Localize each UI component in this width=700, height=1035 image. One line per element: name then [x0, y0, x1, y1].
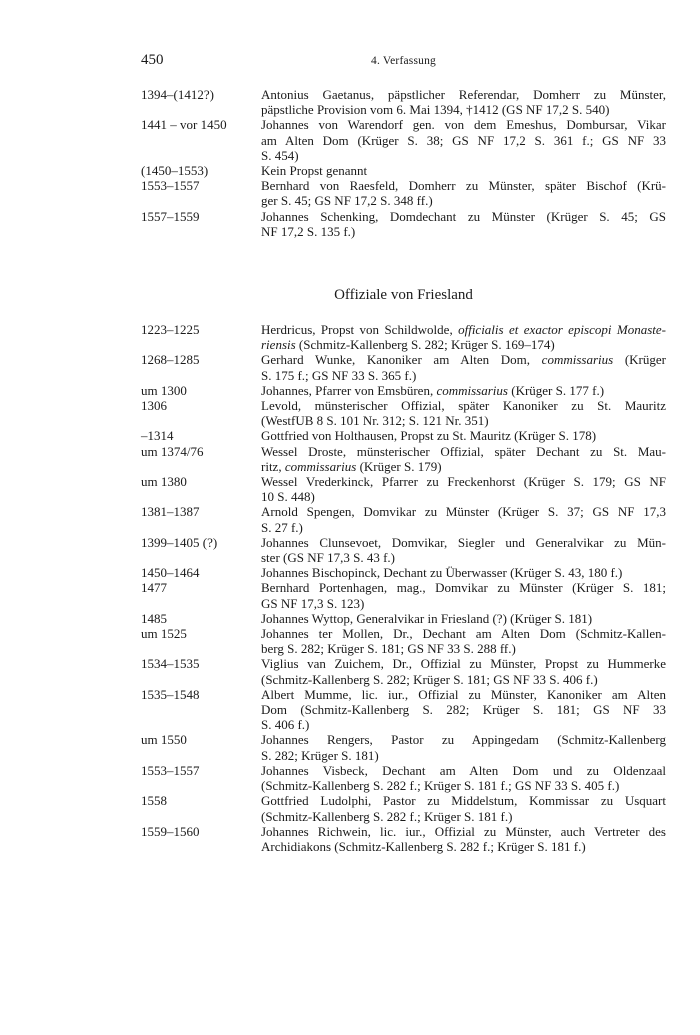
entry-line: NF 17,2 S. 135 f.): [261, 223, 356, 239]
entry-line: Albert Mumme, lic. iur., Offizial zu Münster, Kanoniker am Alten: [261, 686, 666, 702]
entry-text: [261, 87, 666, 117]
entry-line: Bernhard Portenhagen, mag., Domvikar zu Münster (Krüger S. 181;: [261, 580, 666, 596]
entry-line: Viglius van Zuichem, Dr., Offizial zu Münster, Propst zu Hummerke: [261, 656, 666, 672]
entry-date: 1268–1285: [141, 352, 200, 368]
entry-line: Arnold Spengen, Domvikar zu Münster (Krüger S. 37; GS NF 17,3: [261, 504, 666, 520]
entry-line: Levold, münsterischer Offizial, später Kanoniker zu St. Mauritz: [261, 398, 666, 414]
entry-text: [261, 428, 666, 443]
list-entry: [141, 117, 666, 163]
list-entry: [141, 656, 666, 686]
list-entry: [141, 793, 666, 823]
entry-line: Johannes Richwein, lic. iur., Offizial zu Münster, auch Vertreter des: [261, 823, 666, 839]
entry-line: Johannes ter Mollen, Dr., Dechant am Alten Dom (Schmitz-Kallen-: [261, 626, 666, 642]
entry-line: ster (GS NF 17,3 S. 43 f.): [261, 550, 395, 566]
entry-line: (WestfUB 8 S. 101 Nr. 312; S. 121 Nr. 351): [261, 413, 489, 429]
entry-line: S. 406 f.): [261, 717, 310, 733]
list-entry: [141, 163, 666, 178]
italic-term: riensis: [261, 337, 296, 353]
italic-term: commissarius: [436, 382, 508, 398]
entry-line: ger S. 45; GS NF 17,2 S. 348 ff.): [261, 193, 433, 209]
entry-text: [261, 824, 666, 854]
entry-date: 1399–1405 (?): [141, 534, 218, 550]
entry-date: 1557–1559: [141, 208, 200, 224]
entry-line: riensis (Schmitz-Kallenberg S. 282; Krüger S. 169–174): [261, 337, 555, 353]
entry-line: Johannes Bischopinck, Dechant zu Überwasser (Krüger S. 43, 180 f.): [261, 565, 623, 581]
entry-text: [261, 322, 666, 352]
entry-line: 10 S. 448): [261, 489, 315, 505]
entry-text: [261, 565, 666, 580]
entry-date: 1559–1560: [141, 823, 200, 839]
entry-date: 1381–1387: [141, 504, 200, 520]
italic-term: officialis et exactor episcopi Monaste-: [458, 322, 666, 337]
entry-text: [261, 793, 666, 823]
entry-date: um 1525: [141, 626, 187, 642]
list-entry: [141, 474, 666, 504]
entry-line: Gottfried Ludolphi, Pastor zu Middelstum, Kommissar zu Usquart: [261, 793, 666, 809]
running-head: 4. Verfassung: [371, 55, 436, 67]
entry-date: 1485: [141, 610, 167, 626]
entry-line: S. 282; Krüger S. 181): [261, 747, 379, 763]
entry-date: 1558: [141, 793, 167, 809]
list-entry: [141, 824, 666, 854]
entry-line: S. 454): [261, 147, 299, 163]
entry-text: [261, 209, 666, 239]
entry-line: S. 27 f.): [261, 519, 303, 535]
entry-date: um 1300: [141, 382, 187, 398]
entry-line: Antonius Gaetanus, päpstlicher Referendar, Domherr zu Münster,: [261, 87, 666, 102]
entry-line: päpstliche Provision vom 6. Mai 1394, †1412 (GS NF 17,2 S. 540): [261, 102, 610, 118]
entry-line: (Schmitz-Kallenberg S. 282 f.; Krüger S. 181 f.; GS NF 33 S. 405 f.): [261, 778, 620, 794]
entry-date: 1535–1548: [141, 686, 200, 702]
entry-date: 1306: [141, 398, 167, 414]
list-entry: [141, 322, 666, 352]
page-header: [141, 52, 666, 72]
list-entry: [141, 763, 666, 793]
entry-line: Johannes Schenking, Domdechant zu Münster (Krüger S. 45; GS: [261, 208, 666, 224]
entry-date: um 1550: [141, 732, 187, 748]
list-entry: [141, 87, 666, 117]
page-number: 450: [141, 52, 164, 68]
entry-date: 1534–1535: [141, 656, 200, 672]
entry-line: Archidiakons (Schmitz-Kallenberg S. 282 f.; Krüger S. 181 f.): [261, 838, 586, 854]
italic-term: commissarius: [541, 352, 614, 368]
entry-line: Bernhard von Raesfeld, Domherr zu Münster, später Bischof (Krü-: [261, 178, 666, 194]
entry-line: Wessel Droste, münsterischer Offizial, später Dechant zu St. Mau-: [261, 443, 666, 459]
list-entry: [141, 383, 666, 398]
entry-text: [261, 611, 666, 626]
entry-line: Wessel Vrederkinck, Pfarrer zu Freckenhorst (Krüger S. 179; GS NF: [261, 474, 666, 490]
entry-date: um 1380: [141, 474, 187, 490]
entry-text: [261, 444, 666, 474]
entry-text: [261, 687, 666, 733]
list-entry: [141, 398, 666, 428]
entry-date: 1223–1225: [141, 322, 200, 337]
entry-text: [261, 398, 666, 428]
italic-term: commissarius: [284, 458, 357, 474]
entry-text: [261, 732, 666, 762]
section-title: Offiziale von Friesland: [334, 287, 473, 303]
entry-text: [261, 352, 666, 382]
list-entry: [141, 504, 666, 534]
list-entry: [141, 178, 666, 208]
entry-line: Dom (Schmitz-Kallenberg S. 282; Krüger S. 181; GS NF 33: [261, 702, 666, 718]
entry-line: am Alten Dom (Krüger S. 38; GS NF 17,2 S. 361 f.; GS NF 33: [261, 132, 666, 148]
list-entry: [141, 352, 666, 382]
propst-list: [141, 87, 666, 239]
entry-line: Johannes Rengers, Pastor zu Appingedam (Schmitz-Kallenberg: [261, 732, 666, 748]
entry-line: S. 175 f.; GS NF 33 S. 365 f.): [261, 367, 417, 383]
entry-text: [261, 656, 666, 686]
entry-line: Johannes Wyttop, Generalvikar in Friesland (?) (Krüger S. 181): [261, 610, 593, 626]
entry-text: [261, 178, 666, 208]
entry-date: 1477: [141, 580, 167, 596]
entry-text: [261, 504, 666, 534]
list-entry: [141, 535, 666, 565]
entry-line: Johannes Clunsevoet, Domvikar, Siegler und Generalvikar zu Mün-: [261, 534, 666, 550]
list-entry: [141, 626, 666, 656]
entry-text: [261, 474, 666, 504]
entry-date: um 1374/76: [141, 443, 204, 459]
entry-text: [261, 163, 666, 178]
list-entry: [141, 611, 666, 626]
entry-date: 1450–1464: [141, 565, 200, 581]
entry-text: [261, 117, 666, 163]
entry-line: (Schmitz-Kallenberg S. 282; Krüger S. 181; GS NF 33 S. 406 f.): [261, 671, 598, 687]
entry-line: ritz, commissarius (Krüger S. 179): [261, 458, 442, 474]
entry-line: Gerhard Wunke, Kanoniker am Alten Dom, commissarius (Krüger: [261, 352, 666, 368]
entry-line: Johannes, Pfarrer von Emsbüren, commissarius (Krüger S. 177 f.): [261, 382, 605, 398]
list-entry: [141, 580, 666, 610]
entry-text: [261, 763, 666, 793]
entry-line: berg S. 282; Krüger S. 181; GS NF 33 S. 288 ff.): [261, 641, 516, 657]
entry-line: Johannes von Warendorf gen. von dem Emeshus, Dombursar, Vikar: [261, 117, 666, 133]
entry-date: 1553–1557: [141, 762, 200, 778]
entry-text: [261, 626, 666, 656]
list-entry: [141, 687, 666, 733]
list-entry: [141, 209, 666, 239]
list-entry: [141, 565, 666, 580]
list-entry: [141, 428, 666, 443]
entry-line: Johannes Visbeck, Dechant am Alten Dom und zu Oldenzaal: [261, 762, 666, 778]
entry-text: [261, 580, 666, 610]
offiziale-list: [141, 322, 666, 854]
entry-date: 1441 – vor 1450: [141, 117, 227, 133]
entry-line: (Schmitz-Kallenberg S. 282 f.; Krüger S. 181 f.): [261, 808, 513, 824]
entry-line: Herdricus, Propst von Schildwolde, officialis et exactor episcopi Monaste-: [261, 322, 666, 337]
entry-date: –1314: [141, 428, 174, 444]
entry-line: Gottfried von Holthausen, Propst zu St. Mauritz (Krüger S. 178): [261, 428, 597, 444]
list-entry: [141, 444, 666, 474]
entry-line: GS NF 17,3 S. 123): [261, 595, 365, 611]
entry-text: [261, 383, 666, 398]
entry-line: Kein Propst genannt: [261, 163, 368, 179]
entry-date: (1450–1553): [141, 163, 209, 179]
entry-date: 1553–1557: [141, 178, 200, 194]
entry-text: [261, 535, 666, 565]
list-entry: [141, 732, 666, 762]
entry-date: 1394–(1412?): [141, 87, 214, 102]
